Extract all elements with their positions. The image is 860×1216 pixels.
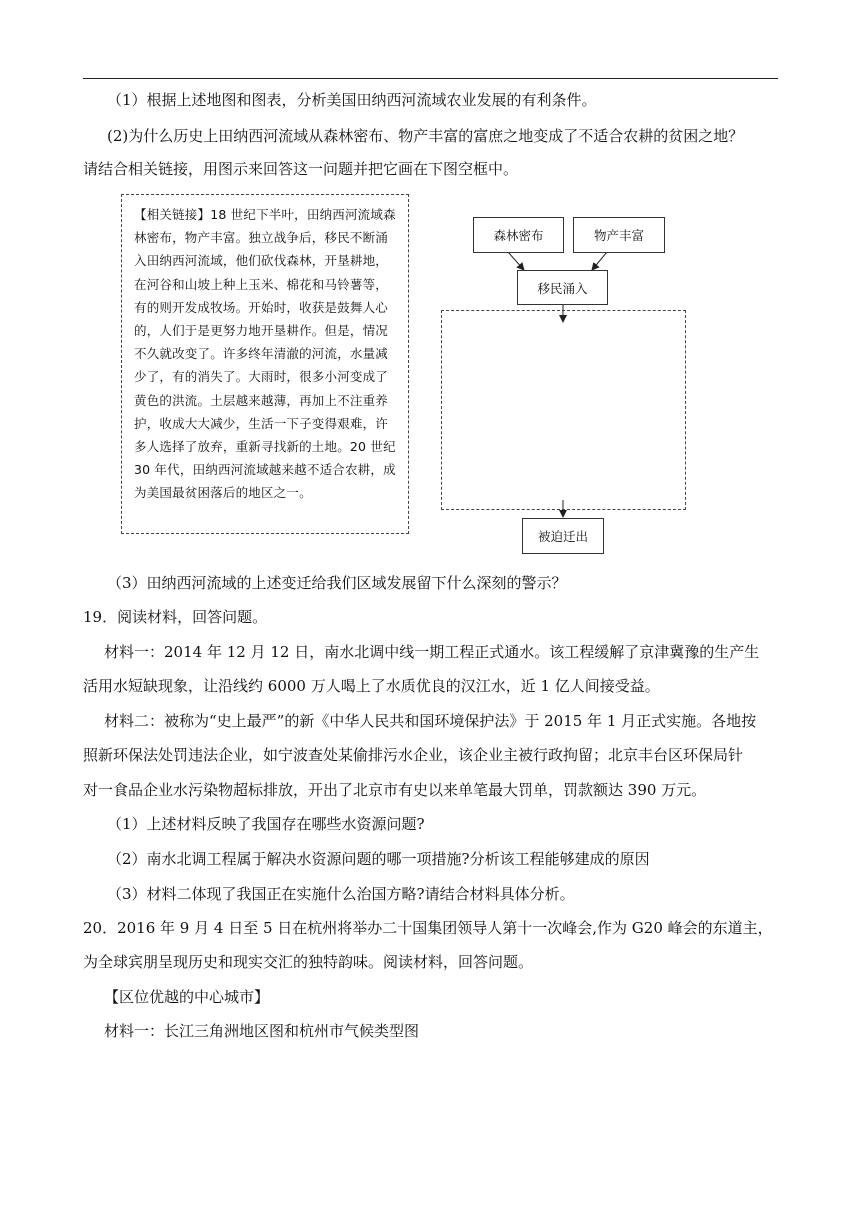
node-forest: 森林密布	[473, 217, 564, 253]
q20-line2: 为全球宾朋呈现历史和现实交汇的独特韵味。阅读材料，回答问题。	[83, 953, 534, 971]
related-link-box	[121, 194, 409, 534]
q18-sub2-line1: (2)为什么历史上田纳西河流域从森林密布、物产丰富的富庶之地变成了不适合农耕的贫困之地？	[107, 127, 744, 145]
q19-material2-line1: 材料二：被称为“史上最严”的新《中华人民共和国环境保护法》于 2015 年 1 月正式实施。各地按	[104, 712, 757, 730]
q19-material2-line3: 对一食品企业水污染物超标排放，开出了北京市有史以来单笔最大罚单，罚款额达 390 万元。	[83, 781, 707, 799]
q19-sub3: （3）材料二体现了我国正在实施什么治国方略?请结合材料具体分析。	[107, 885, 575, 903]
q19-sub2: （2）南水北调工程属于解决水资源问题的哪一项措施?分析该工程能够建成的原因	[107, 850, 650, 868]
q19-material1-line2: 活用水短缺现象，让沿线约 6000 万人喝上了水质优良的汉江水，近 1 亿人间接受益。	[83, 677, 660, 695]
q19-sub1: （1）上述材料反映了我国存在哪些水资源问题?	[107, 815, 425, 833]
q19-material2-line2: 照新环保法处罚违法企业，如宁波查处某偷排污水企业，该企业主被行政拘留；北京丰台区环保局针	[83, 746, 744, 764]
q20-line1: 20．2016 年 9 月 4 日至 5 日在杭州将举办二十国集团领导人第十一次峰会,作为 G20 峰会的东道主，	[83, 919, 773, 937]
node-forced-out: 被迫迁出	[522, 518, 604, 554]
q20-material1: 材料一：长江三角洲地区图和杭州市气候类型图	[104, 1022, 420, 1040]
q18-sub2-line2: 请结合相关链接，用图示来回答这一问题并把它画在下图空框中。	[83, 160, 519, 178]
node-products: 物产丰富	[573, 217, 665, 253]
q20-section-title: 【区位优越的中心城市】	[104, 988, 270, 1006]
q18-sub1: （1）根据上述地图和图表，分析美国田纳西河流域农业发展的有利条件。	[107, 91, 597, 109]
node-migrants: 移民涌入	[517, 270, 608, 305]
q19-material1-line1: 材料一：2014 年 12 月 12 日，南水北调中线一期工程正式通水。该工程缓解了京津冀豫的生产生	[104, 643, 760, 661]
related-link-text: 【相关链接】18 世纪下半叶，田纳西河流域森林密布，物产丰富。独立战争后，移民不断涌入田纳西河流域，他们砍伐森林，开垦耕地，在河谷和山坡上种上玉米、棉花和马铃薯等，有的则开发成牧场。开始时，收获是鼓舞人心的，人们于是更努力地开垦耕作。但是，情况不久就改变了。许多终年清澈的河流，水量减少了，有的消失了。大雨时，很多小河变成了黄色的洪流。土层越来越薄，再加上不注重养护，收成大大减少，生活一下子变得艰难，许多人选择了放弃，重新寻找新的土地。20 世纪 30 年代，田纳西河流域越来越不适合农耕，成为美国最贫困落后的地区之一。	[134, 207, 396, 501]
header-rule	[83, 78, 778, 79]
q19-heading: 19．阅读材料，回答问题。	[83, 608, 268, 626]
q18-sub3: （3）田纳西河流域的上述变迁给我们区域发展留下什么深刻的警示？	[107, 574, 567, 592]
answer-blank-box	[441, 310, 686, 510]
